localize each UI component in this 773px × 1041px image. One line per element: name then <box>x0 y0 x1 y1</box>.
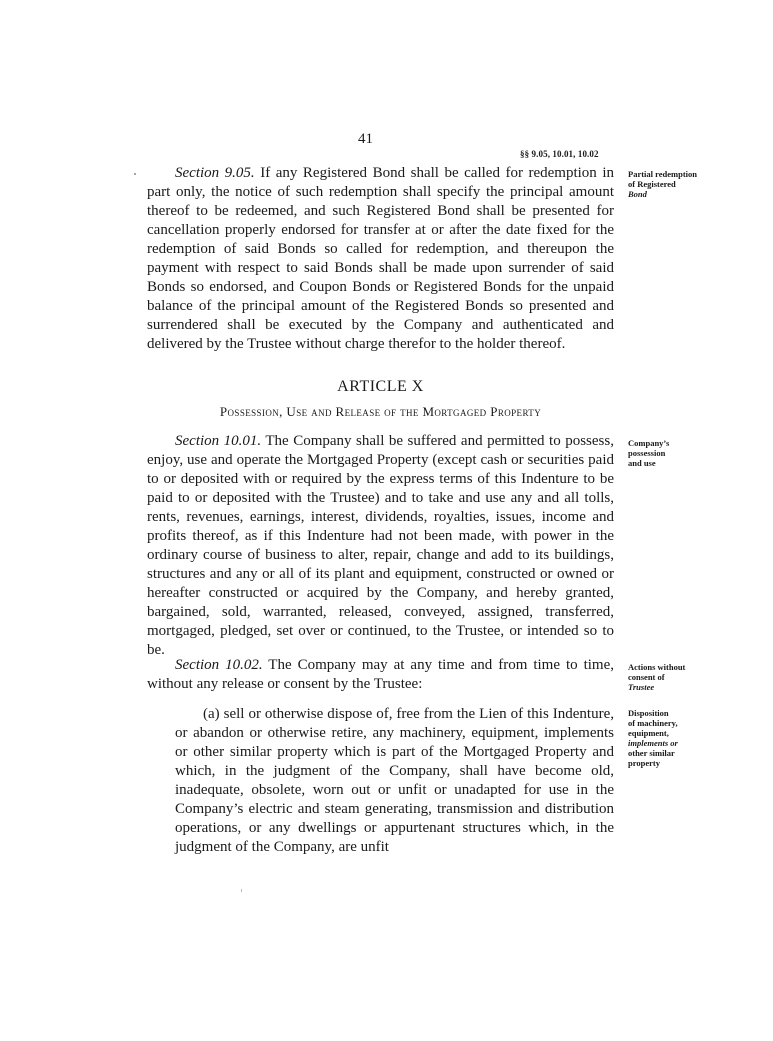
section-label: Section 10.02. <box>175 657 263 673</box>
scan-artifact <box>241 889 242 892</box>
section-10-02 <box>147 656 614 694</box>
clause-a-paragraph: (a) sell or otherwise dispose of, free from the Lien of this Indenture, or abandon or otherwise retire, any machinery, equipment, implements or other similar property which is part of the Mortgaged Property and which, in the judgment of the Company, shall have become old, inadequate, obsolete, worn out or unfit or unadapted for use in the Company’s electric and steam generating, transmission and distribution operations, or any dwellings or appurtenant structures which, in the judgment of the Company, are unfit <box>175 706 614 855</box>
section-9-05-paragraph <box>147 164 614 354</box>
margin-note-partial-redemption: Partial redemption of Registered Bond <box>628 169 698 199</box>
section-10-01-paragraph <box>147 432 614 660</box>
section-10-02-paragraph <box>147 656 614 694</box>
section-reference-header: §§ 9.05, 10.01, 10.02 <box>520 149 599 159</box>
section-text: The Company may at any time and from time to time, without any release or consent by the Trustee: <box>147 657 614 692</box>
section-label: Section 9.05. <box>175 165 255 181</box>
margin-note-possession: Company’s possession and use <box>628 438 670 468</box>
section-text: If any Registered Bond shall be called for redemption in part only, the notice of such redemption shall specify the principal amount thereof to be redeemed, and such Registered Bond shall be presented for cancellation properly endorsed for transfer at or after the date fixed for the redemption of said Bonds so called for redemption, and thereupon the payment with respect to said Bonds shall be made upon surrender of said Bonds so endorsed, and Coupon Bonds or Registered Bonds for the unpaid balance of the principal amount of the Registered Bonds so presented and surrendered shall be executed by the Company and authenticated and delivered by the Trustee without charge therefor to the holder thereof. <box>147 165 614 352</box>
section-9-05 <box>147 164 614 354</box>
margin-note-disposition: Disposition of machinery, equipment, implements or other similar property <box>628 708 678 768</box>
article-title: ARTICLE X <box>337 378 424 395</box>
page-number: 41 <box>358 131 373 147</box>
section-label: Section 10.01. <box>175 433 262 449</box>
scan-artifact <box>134 173 136 175</box>
article-subtitle: Possession, Use and Release of the Mortgaged Property <box>219 404 542 419</box>
section-10-01 <box>147 432 614 660</box>
section-text: The Company shall be suffered and permitted to possess, enjoy, use and operate the Mortgaged Property (except cash or securities paid to or deposited with or required by the express terms of this Indenture to be paid to or deposited with the Trustee) and to take and use any and all tolls, rents, revenues, earnings, interest, dividends, royalties, issues, income and profits thereof, as if this Indenture had not been made, with power in the ordinary course of business to alter, repair, change and add to its buildings, structures and any or all of its plant and equipment, constructed or owned or hereafter constructed or acquired by the Company, and hereby granted, bargained, sold, warranted, released, conveyed, assigned, transferred, mortgaged, pledged, set over or continued, to the Trustee, or intended so to be. <box>147 433 614 658</box>
section-10-02-clause-a <box>175 705 614 857</box>
margin-note-actions: Actions without consent of Trustee <box>628 662 686 692</box>
